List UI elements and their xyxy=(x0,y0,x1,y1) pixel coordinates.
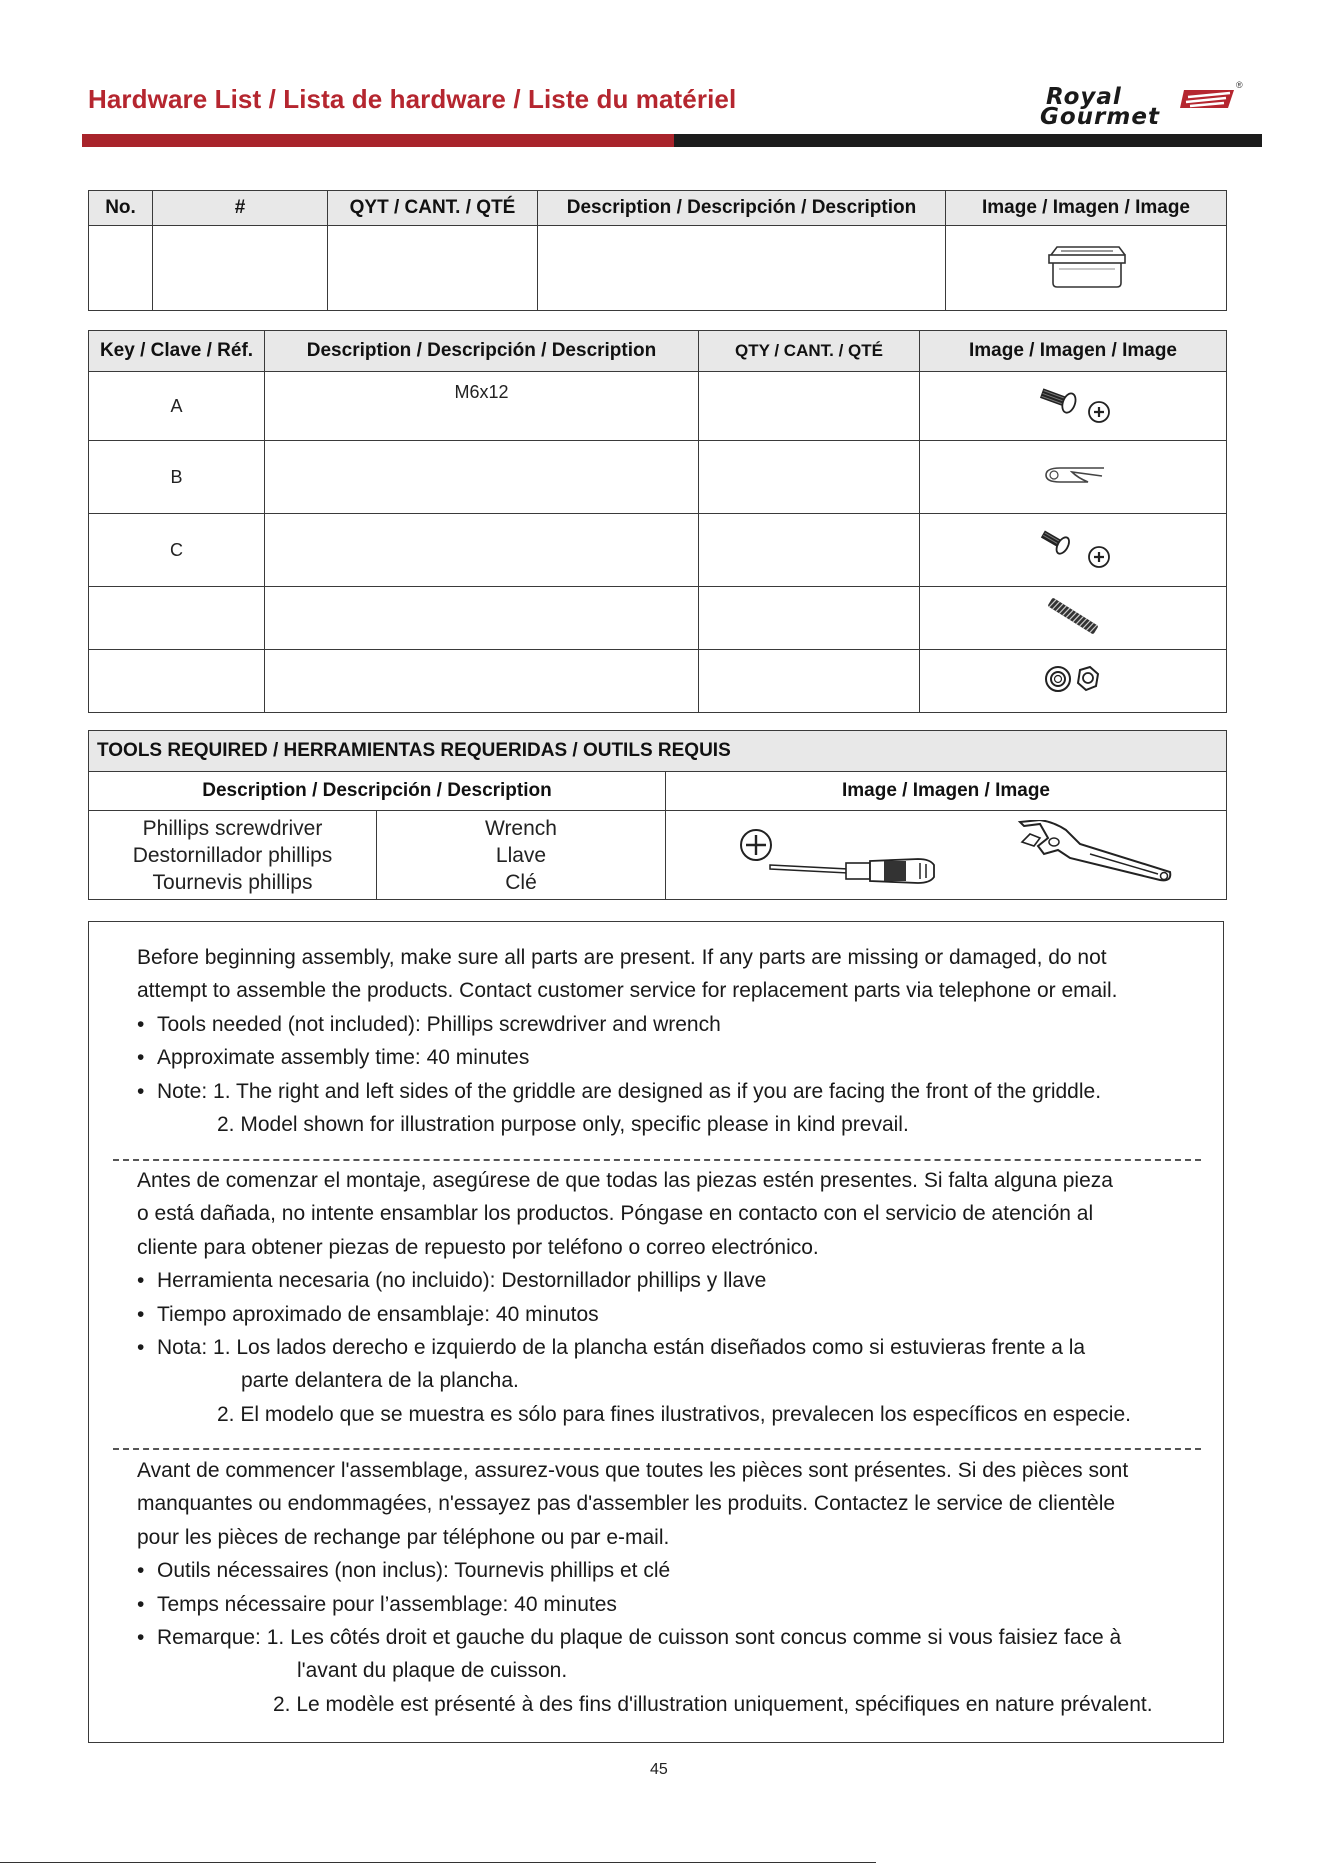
note-bullet-time: • Approximate assembly time: 40 minutes xyxy=(137,1041,1117,1074)
table-header-row xyxy=(89,772,1227,811)
cell-qty xyxy=(699,441,920,514)
cell-screwdriver-description xyxy=(89,811,377,900)
page-number: 45 xyxy=(650,1761,668,1778)
footer-rule xyxy=(0,1862,876,1863)
cell-description xyxy=(265,514,699,587)
col-header-image: Image / Imagen / Image xyxy=(666,772,1227,811)
part-overview-table xyxy=(88,190,1227,311)
logo-flag-icon xyxy=(1180,88,1234,110)
note-bullet-tools: • Outils nécessaires (non inclus): Tournevis phillips et clé xyxy=(137,1554,1153,1587)
note-sub-item: parte delantera de la plancha. xyxy=(241,1369,519,1393)
col-header-description: Description / Descripción / Description xyxy=(89,772,666,811)
note-intro-line: attempt to assemble the products. Contact customer service for replacement parts via telephone or email. xyxy=(137,979,1118,1003)
table-row xyxy=(89,514,1227,587)
cell-key xyxy=(89,587,265,650)
wrench-label-es: Llave xyxy=(495,843,547,867)
tools-title-row xyxy=(89,731,1227,772)
col-header-description: Description / Descripción / Description xyxy=(538,191,946,226)
cell-qty xyxy=(699,650,920,713)
notes-spanish xyxy=(137,1164,1131,1431)
table-header-row xyxy=(89,331,1227,372)
r-clip-pin-icon xyxy=(1038,460,1108,490)
note-intro-line: Avant de commencer l'assemblage, assurez-vous que toutes les pièces sont présentes. Si des pièces sont xyxy=(137,1459,1129,1482)
col-header-key: Key / Clave / Réf. xyxy=(89,331,265,372)
page-title: Hardware List / Lista de hardware / Liste du matériel xyxy=(88,84,737,114)
cell-description xyxy=(265,650,699,713)
notes-english xyxy=(137,941,1117,1141)
wrench-label-fr: Clé xyxy=(505,870,537,894)
table-row xyxy=(89,372,1227,441)
screwdriver-label-en: Phillips screwdriver xyxy=(142,816,323,840)
cell-description xyxy=(265,587,699,650)
screwdriver-label-fr: Tournevis phillips xyxy=(152,870,313,894)
logo-text-royal: Royal xyxy=(1046,84,1122,110)
cell-qty xyxy=(699,372,920,441)
cell-key: B xyxy=(89,441,265,514)
nut-washer-icon xyxy=(1038,662,1108,696)
assembly-notes-box xyxy=(88,921,1224,1743)
cell-description-text: M6x12 xyxy=(454,382,509,402)
note-bullet-tools: • Tools needed (not included): Phillips screwdriver and wrench xyxy=(137,1008,1117,1041)
note-bullet-tools: • Herramienta necesaria (no incluido): Destornillador phillips y llave xyxy=(137,1264,1131,1297)
cell-key: C xyxy=(89,514,265,587)
cell-description xyxy=(265,372,699,441)
cell-qty xyxy=(699,587,920,650)
note-bullet-time: • Temps nécessaire pour l’assemblage: 40 minutes xyxy=(137,1588,1153,1621)
table-row xyxy=(89,811,1227,900)
cell-no xyxy=(89,226,153,311)
table-header-row xyxy=(89,191,1227,226)
logo-text-gourmet: Gourmet xyxy=(1040,104,1160,130)
col-header-qty: QTY / CANT. / QTÉ xyxy=(699,331,920,372)
tools-required-table xyxy=(88,730,1227,900)
wrench-label-en: Wrench xyxy=(485,816,557,840)
cell-description xyxy=(538,226,946,311)
table-row xyxy=(89,441,1227,514)
note-sub-item: 2. El modelo que se muestra es sólo para fines ilustrativos, prevalecen los específicos en especie. xyxy=(217,1402,1131,1426)
cell-number xyxy=(153,226,328,311)
section-divider xyxy=(113,1448,1201,1450)
cell-image xyxy=(920,514,1227,587)
phillips-screw-icon xyxy=(1033,527,1113,569)
note-bullet-note: • Remarque: 1. Les côtés droit et gauche du plaque de cuisson sont concus comme si vous faisiez face à xyxy=(137,1621,1153,1654)
col-header-number: # xyxy=(153,191,328,226)
tools-title: TOOLS REQUIRED / HERRAMIENTAS REQUERIDAS / OUTILS REQUIS xyxy=(89,731,1227,772)
note-intro-line: manquantes ou endommagées, n'essayez pas d'assembler les produits. Contactez le service de clientèle xyxy=(137,1492,1116,1516)
notes-french xyxy=(137,1454,1153,1721)
note-bullet-note: • Note: 1. The right and left sides of the griddle are designed as if you are facing the front of the griddle. xyxy=(137,1075,1117,1108)
threaded-rod-icon xyxy=(1038,596,1108,636)
col-header-no: No. xyxy=(89,191,153,226)
table-row xyxy=(89,226,1227,311)
cell-wrench-description xyxy=(377,811,666,900)
screwdriver-label-es: Destornillador phillips xyxy=(132,843,333,867)
col-header-image: Image / Imagen / Image xyxy=(920,331,1227,372)
header-bar-black xyxy=(674,134,1262,147)
hardware-table xyxy=(88,330,1227,713)
phillips-bolt-icon xyxy=(1033,384,1113,424)
cell-image xyxy=(920,372,1227,441)
cell-image xyxy=(920,587,1227,650)
registered-mark: ® xyxy=(1236,80,1243,90)
cell-image xyxy=(946,226,1227,311)
note-intro-line: cliente para obtener piezas de repuesto por teléfono o correo electrónico. xyxy=(137,1235,819,1259)
header-divider-bar xyxy=(82,134,1262,147)
note-intro-line: o está dañada, no intente ensamblar los productos. Póngase en contacto con el servicio de atención al xyxy=(137,1202,1094,1226)
col-header-image: Image / Imagen / Image xyxy=(946,191,1227,226)
note-sub-item: 2. Le modèle est présenté à des fins d'illustration uniquement, spécifiques en nature prévalent. xyxy=(273,1692,1153,1716)
box-icon xyxy=(1041,241,1131,291)
note-intro-line: Antes de comenzar el montaje, asegúrese de que todas las piezas estén presentes. Si falta alguna pieza xyxy=(137,1169,1113,1192)
cell-image xyxy=(920,650,1227,713)
cell-qty xyxy=(699,514,920,587)
section-divider xyxy=(113,1159,1201,1161)
cell-tools-image xyxy=(666,811,1227,900)
cell-key xyxy=(89,650,265,713)
cell-description xyxy=(265,441,699,514)
note-bullet-note: • Nota: 1. Los lados derecho e izquierdo de la plancha están diseñados como si estuvieras frente a la xyxy=(137,1331,1131,1364)
cell-key: A xyxy=(89,372,265,441)
phillips-screwdriver-icon xyxy=(738,825,958,885)
col-header-description: Description / Descripción / Description xyxy=(265,331,699,372)
note-intro-line: pour les pièces de rechange par téléphone ou par e-mail. xyxy=(137,1525,670,1549)
note-sub-item: l'avant du plaque de cuisson. xyxy=(297,1659,568,1683)
table-row xyxy=(89,587,1227,650)
cell-image xyxy=(920,441,1227,514)
col-header-qty: QYT / CANT. / QTÉ xyxy=(328,191,538,226)
table-row xyxy=(89,650,1227,713)
wrench-icon xyxy=(1010,820,1180,890)
cell-qty xyxy=(328,226,538,311)
note-intro-line: Before beginning assembly, make sure all parts are present. If any parts are missing or damaged, do not xyxy=(137,946,1107,969)
brand-logo xyxy=(1040,80,1243,130)
note-sub-item: 2. Model shown for illustration purpose only, specific please in kind prevail. xyxy=(217,1113,909,1137)
header-bar-red xyxy=(82,134,674,147)
note-bullet-time: • Tiempo aproximado de ensamblaje: 40 minutos xyxy=(137,1298,1131,1331)
